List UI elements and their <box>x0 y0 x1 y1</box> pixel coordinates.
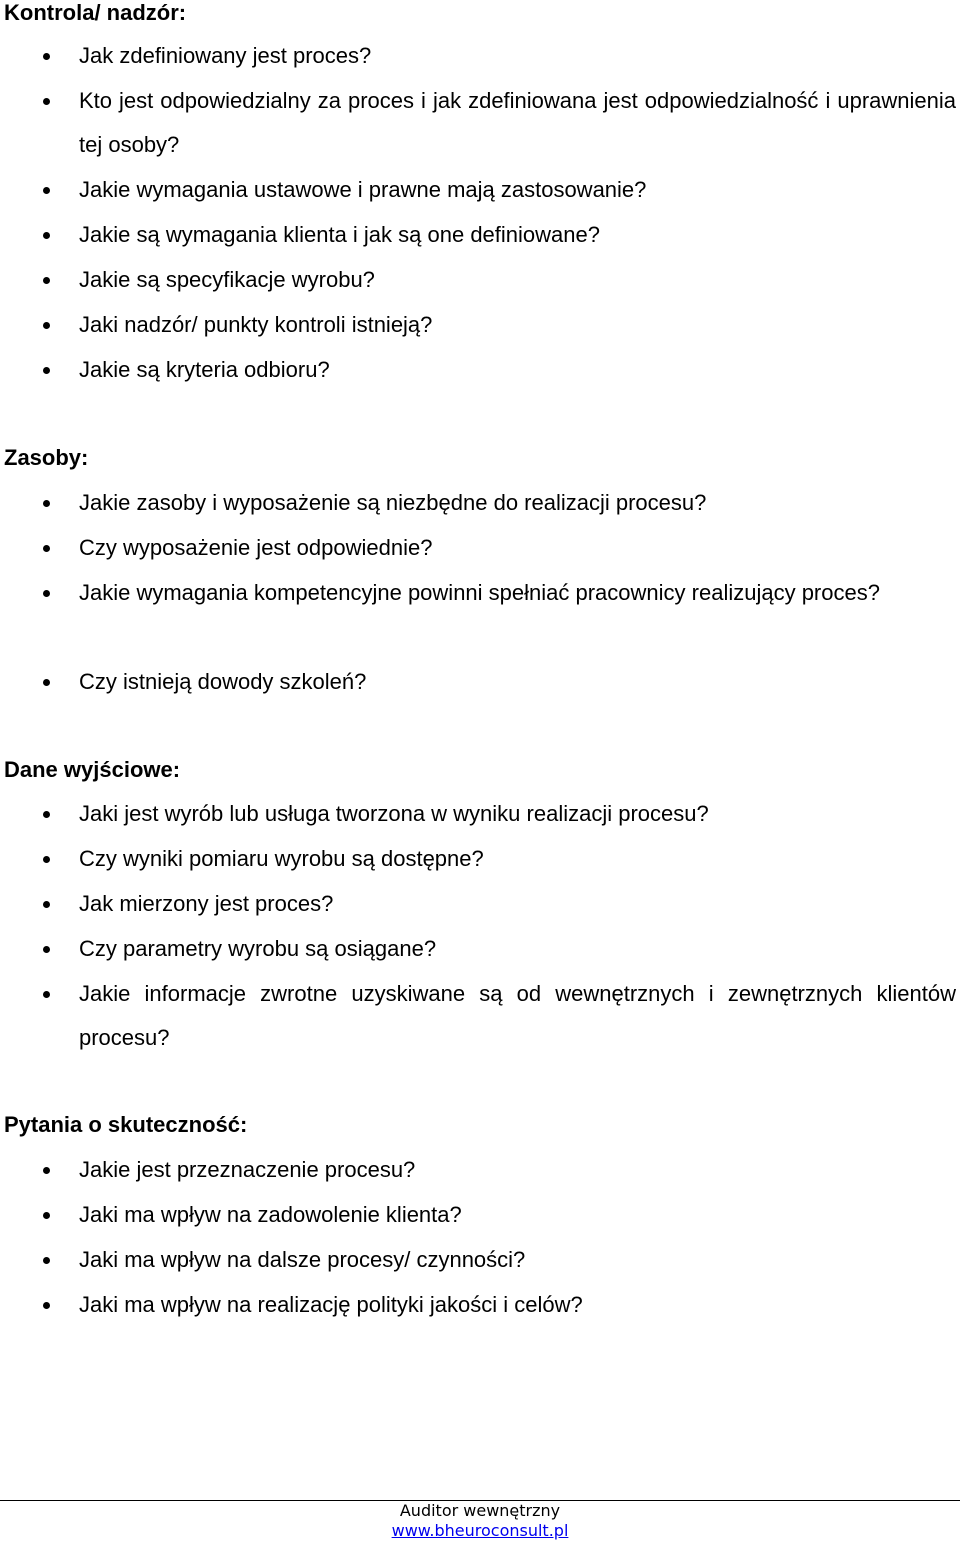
list-item: Jaki ma wpływ na dalsze procesy/ czynności? <box>79 1247 526 1272</box>
bullet-icon <box>43 679 50 686</box>
list-item: Czy istnieją dowody szkoleń? <box>79 669 367 694</box>
list-item: Czy parametry wyrobu są osiągane? <box>79 936 437 961</box>
footer-website-link[interactable]: www.bheuroconsult.pl <box>391 1521 569 1540</box>
list-item: Kto jest odpowiedzialny za proces i jak zdefiniowana jest odpowiedzialność i uprawnienia tej osoby? <box>79 88 956 157</box>
bullet-icon <box>43 856 50 863</box>
section-title-zasoby: Zasoby: <box>4 445 89 470</box>
list-item: Czy wyniki pomiaru wyrobu są dostępne? <box>79 846 484 871</box>
section-title-dane-wyjsciowe: Dane wyjściowe: <box>4 757 181 782</box>
bullet-icon <box>43 1302 50 1309</box>
bullet-icon <box>43 500 50 507</box>
bullet-icon <box>43 277 50 284</box>
bullet-icon <box>43 1257 50 1264</box>
list-item: Jakie informacje zwrotne uzyskiwane są od wewnętrznych i zewnętrznych klientów procesu? <box>79 981 956 1050</box>
bullet-icon <box>43 811 50 818</box>
footer-title: Auditor wewnętrzny <box>399 1501 561 1520</box>
list-item: Jakie wymagania ustawowe i prawne mają zastosowanie? <box>79 177 647 202</box>
bullet-icon <box>43 991 50 998</box>
bullet-icon <box>43 322 50 329</box>
section-title-kontrola: Kontrola/ nadzór: <box>4 0 187 25</box>
footer-link-wrapper <box>0 1521 960 1541</box>
list-item: Jakie są specyfikacje wyrobu? <box>79 267 375 292</box>
bullet-icon <box>43 1212 50 1219</box>
section-title-skutecznosc: Pytania o skuteczność: <box>4 1112 248 1137</box>
list-item: Jaki nadzór/ punkty kontroli istnieją? <box>79 312 433 337</box>
bullet-icon <box>43 98 50 105</box>
list-item: Jakie wymagania kompetencyjne powinni spełniać pracownicy realizujący proces? <box>79 580 880 605</box>
bullet-icon <box>43 901 50 908</box>
bullet-icon <box>43 187 50 194</box>
bullet-icon <box>43 590 50 597</box>
bullet-icon <box>43 53 50 60</box>
bullet-icon <box>43 946 50 953</box>
list-item: Jak mierzony jest proces? <box>79 891 334 916</box>
list-item: Jaki ma wpływ na realizację polityki jakości i celów? <box>79 1292 583 1317</box>
list-item: Jakie jest przeznaczenie procesu? <box>79 1157 416 1182</box>
bullet-icon <box>43 367 50 374</box>
list-item: Jaki ma wpływ na zadowolenie klienta? <box>79 1202 462 1227</box>
list-item: Jaki jest wyrób lub usługa tworzona w wyniku realizacji procesu? <box>79 801 709 826</box>
bullet-icon <box>43 232 50 239</box>
list-item: Czy wyposażenie jest odpowiednie? <box>79 535 433 560</box>
list-item: Jakie zasoby i wyposażenie są niezbędne do realizacji procesu? <box>79 490 707 515</box>
list-item: Jak zdefiniowany jest proces? <box>79 43 372 68</box>
list-item: Jakie są wymagania klienta i jak są one definiowane? <box>79 222 600 247</box>
bullet-icon <box>43 545 50 552</box>
bullet-icon <box>43 1167 50 1174</box>
list-item: Jakie są kryteria odbioru? <box>79 357 330 382</box>
